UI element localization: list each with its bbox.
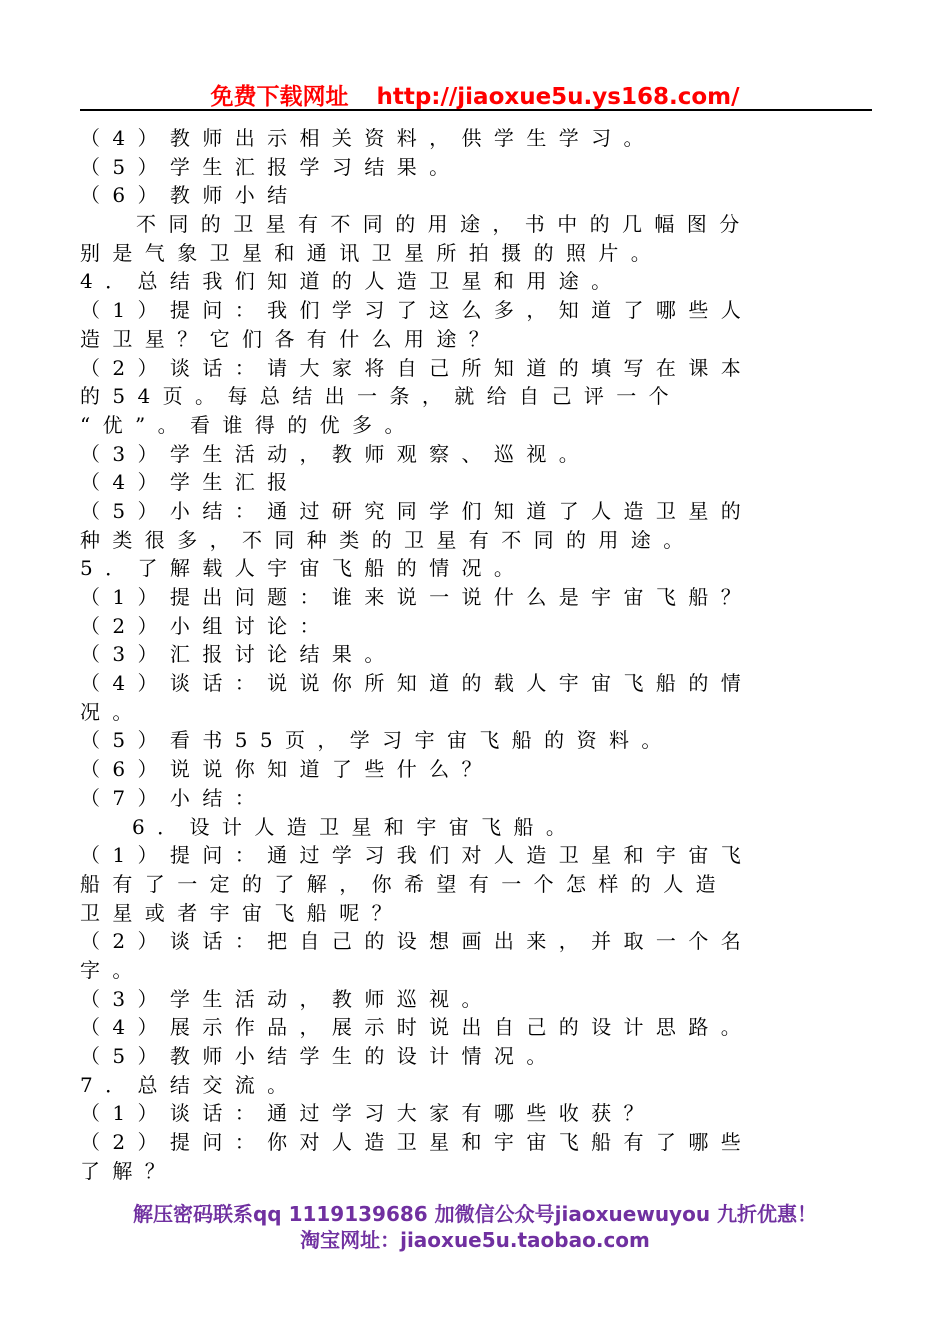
text-line: （2）小组讨论： (80, 613, 332, 638)
text-line: （3）汇报讨论结果。 (80, 642, 397, 667)
text-line: （2）提问：你对人造卫星和宇宙飞船有了哪些 (80, 1130, 754, 1155)
footer-shop-link[interactable]: 淘宝网址：jiaoxue5u.taobao.com (300, 1228, 650, 1252)
text-line: （3）学生活动，教师巡视。 (80, 986, 494, 1011)
text-line: 船有了一定的了解，你希望有一个怎样的人造 (80, 871, 728, 896)
text-line: （6）教师小结 (80, 183, 300, 208)
text-line: 6．设计人造卫星和宇宙飞船。 (132, 814, 579, 839)
text-line: 7．总结交流。 (80, 1072, 300, 1097)
text-line: 卫星或者宇宙飞船呢？ (80, 900, 404, 925)
text-line: （4）谈话：说说你所知道的载人宇宙飞船的情 (80, 671, 754, 696)
text-line: 造卫星？它们各有什么用途？ (80, 326, 502, 351)
header-divider (80, 109, 872, 111)
text-line: 5．了解载人宇宙飞船的情况。 (80, 556, 527, 581)
text-line: 不同的卫星有不同的用途，书中的几幅图分 (136, 212, 752, 237)
text-line: “优”。看谁得的优多。 (80, 412, 417, 437)
text-line: （4）展示作品，展示时说出自己的设计思路。 (80, 1015, 754, 1040)
text-line: （2）谈话：把自己的设想画出来，并取一个名 (80, 929, 754, 954)
header-banner (0, 78, 950, 111)
text-line: （1）提问：我们学习了这么多，知道了哪些人 (80, 298, 754, 323)
text-line: （7）小结： (80, 785, 268, 810)
document-body (80, 124, 860, 1185)
text-line: 的54页。每总结出一条，就给自己评一个 (80, 384, 682, 409)
text-line: 4．总结我们知道的人造卫星和用途。 (80, 269, 624, 294)
text-line: （5）小结：通过研究同学们知道了人造卫星的 (80, 498, 754, 523)
text-line: （6）说说你知道了些什么？ (80, 757, 494, 782)
text-line: （1）谈话：通过学习大家有哪些收获？ (80, 1101, 656, 1126)
text-line: （5）看书55页，学习宇宙飞船的资料。 (80, 728, 674, 753)
text-line: 别是气象卫星和通讯卫星所拍摄的照片。 (80, 240, 664, 265)
text-line: （3）学生活动，教师观察、巡视。 (80, 441, 592, 466)
text-line: 种类很多，不同种类的卫星有不同的用途。 (80, 527, 696, 552)
header-url-link[interactable]: http://jiaoxue5u.ys168.com/ (376, 84, 740, 110)
header-site-label: 免费下载网址 (210, 84, 349, 110)
text-line: （1）提问：通过学习我们对人造卫星和宇宙飞 (80, 843, 754, 868)
text-line: 了解？ (80, 1158, 178, 1183)
text-line: （1）提出问题：谁来说一说什么是宇宙飞船？ (80, 585, 754, 609)
text-line: 况。 (80, 699, 145, 724)
footer-contact: 解压密码联系qq 1119139686 加微信公众号jiaoxuewuyou 九折优惠！ (132, 1202, 818, 1226)
text-line: （4）学生汇报 (80, 470, 300, 495)
text-line: （4）教师出示相关资料，供学生学习。 (80, 126, 656, 150)
text-line: （2）谈话：请大家将自己所知道的填写在课本 (80, 355, 754, 380)
text-line: （5）教师小结学生的设计情况。 (80, 1044, 559, 1068)
text-line: 字。 (80, 957, 145, 982)
text-line: （5）学生汇报学习结果。 (80, 154, 462, 179)
